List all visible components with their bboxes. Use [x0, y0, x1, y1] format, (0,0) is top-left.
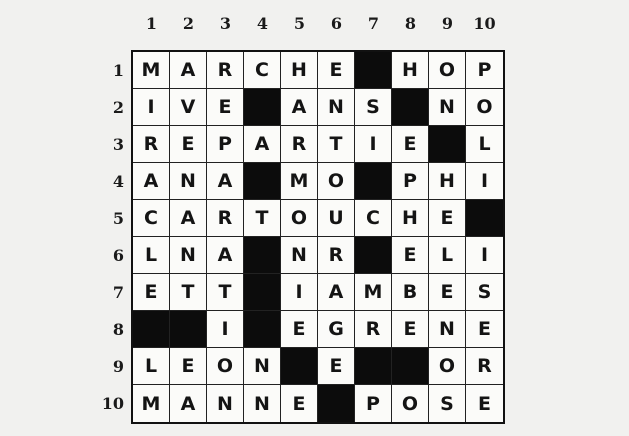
black-cell [318, 385, 355, 422]
letter-cell[interactable]: R [133, 126, 170, 163]
letter-cell[interactable]: N [429, 89, 466, 126]
letter-cell[interactable]: R [355, 311, 392, 348]
letter-cell[interactable]: I [466, 163, 503, 200]
letter-cell[interactable]: A [170, 52, 207, 89]
letter-cell[interactable]: L [133, 348, 170, 385]
letter-cell[interactable]: I [133, 89, 170, 126]
letter-cell[interactable]: N [170, 237, 207, 274]
letter-cell[interactable]: S [429, 385, 466, 422]
letter-cell[interactable]: A [170, 385, 207, 422]
letter-cell[interactable]: I [466, 237, 503, 274]
black-cell [244, 89, 281, 126]
letter-cell[interactable]: E [392, 237, 429, 274]
row-number: 4 [112, 172, 124, 191]
row-number: 5 [112, 209, 124, 228]
column-number: 9 [441, 14, 454, 33]
letter-cell[interactable]: R [281, 126, 318, 163]
letter-cell[interactable]: N [170, 163, 207, 200]
letter-cell[interactable]: E [133, 274, 170, 311]
letter-cell[interactable]: E [429, 274, 466, 311]
letter-cell[interactable]: R [318, 237, 355, 274]
letter-cell[interactable]: G [318, 311, 355, 348]
row-number: 6 [112, 246, 124, 265]
row-number: 7 [112, 283, 124, 302]
letter-cell[interactable]: E [170, 348, 207, 385]
row-number: 8 [112, 320, 124, 339]
letter-cell[interactable]: I [281, 274, 318, 311]
row-number: 9 [112, 357, 124, 376]
letter-cell[interactable]: N [429, 311, 466, 348]
letter-cell[interactable]: S [355, 89, 392, 126]
letter-cell[interactable]: N [244, 348, 281, 385]
row-number: 2 [112, 98, 124, 117]
letter-cell[interactable]: E [170, 126, 207, 163]
letter-cell[interactable]: E [429, 200, 466, 237]
letter-cell[interactable]: H [281, 52, 318, 89]
letter-cell[interactable]: A [133, 163, 170, 200]
black-cell [244, 311, 281, 348]
letter-cell[interactable]: A [318, 274, 355, 311]
column-number: 4 [256, 14, 269, 33]
black-cell [355, 52, 392, 89]
letter-cell[interactable]: O [466, 89, 503, 126]
letter-cell[interactable]: B [392, 274, 429, 311]
letter-cell[interactable]: T [170, 274, 207, 311]
column-number: 2 [182, 14, 195, 33]
black-cell [355, 163, 392, 200]
letter-cell[interactable]: I [207, 311, 244, 348]
letter-cell[interactable]: A [207, 237, 244, 274]
black-cell [244, 163, 281, 200]
letter-cell[interactable]: A [170, 200, 207, 237]
letter-cell[interactable]: E [392, 311, 429, 348]
crossword-grid [131, 50, 505, 424]
letter-cell[interactable]: H [392, 200, 429, 237]
letter-cell[interactable]: O [207, 348, 244, 385]
column-number: 10 [473, 14, 496, 33]
letter-cell[interactable]: O [392, 385, 429, 422]
black-cell [392, 89, 429, 126]
letter-cell[interactable]: M [133, 385, 170, 422]
letter-cell[interactable]: M [133, 52, 170, 89]
black-cell [355, 348, 392, 385]
letter-cell[interactable]: O [429, 52, 466, 89]
letter-cell[interactable]: E [281, 385, 318, 422]
letter-cell[interactable]: H [429, 163, 466, 200]
letter-cell[interactable]: P [466, 52, 503, 89]
letter-cell[interactable]: M [281, 163, 318, 200]
letter-cell[interactable]: E [318, 348, 355, 385]
column-number: 7 [367, 14, 380, 33]
column-number: 5 [293, 14, 306, 33]
letter-cell[interactable]: P [207, 126, 244, 163]
column-number: 1 [145, 14, 158, 33]
letter-cell[interactable]: R [207, 52, 244, 89]
letter-cell[interactable]: O [281, 200, 318, 237]
letter-cell[interactable]: O [318, 163, 355, 200]
letter-cell[interactable]: A [207, 163, 244, 200]
row-number: 10 [101, 394, 124, 413]
row-number: 1 [112, 61, 124, 80]
letter-cell[interactable]: L [466, 126, 503, 163]
letter-cell[interactable]: N [281, 237, 318, 274]
letter-cell[interactable]: T [207, 274, 244, 311]
letter-cell[interactable]: L [133, 237, 170, 274]
letter-cell[interactable]: P [392, 163, 429, 200]
letter-cell[interactable]: N [207, 385, 244, 422]
letter-cell[interactable]: R [466, 348, 503, 385]
letter-cell[interactable]: H [392, 52, 429, 89]
black-cell [244, 274, 281, 311]
letter-cell[interactable]: N [244, 385, 281, 422]
black-cell [133, 311, 170, 348]
letter-cell[interactable]: P [355, 385, 392, 422]
letter-cell[interactable]: T [244, 200, 281, 237]
letter-cell[interactable]: A [244, 126, 281, 163]
column-number: 3 [219, 14, 232, 33]
letter-cell[interactable]: R [207, 200, 244, 237]
letter-cell[interactable]: M [355, 274, 392, 311]
letter-cell[interactable]: E [466, 385, 503, 422]
column-number: 8 [404, 14, 417, 33]
black-cell [466, 200, 503, 237]
letter-cell[interactable]: E [281, 311, 318, 348]
letter-cell[interactable]: I [355, 126, 392, 163]
letter-cell[interactable]: A [281, 89, 318, 126]
black-cell [355, 237, 392, 274]
column-number: 6 [330, 14, 343, 33]
letter-cell[interactable]: C [355, 200, 392, 237]
letter-cell[interactable]: U [318, 200, 355, 237]
letter-cell[interactable]: E [466, 311, 503, 348]
row-number: 3 [112, 135, 124, 154]
letter-cell[interactable]: V [170, 89, 207, 126]
letter-cell[interactable]: L [429, 237, 466, 274]
letter-cell[interactable]: S [466, 274, 503, 311]
letter-cell[interactable]: O [429, 348, 466, 385]
black-cell [392, 348, 429, 385]
black-cell [244, 237, 281, 274]
black-cell [429, 126, 466, 163]
letter-cell[interactable]: N [318, 89, 355, 126]
letter-cell[interactable]: E [318, 52, 355, 89]
letter-cell[interactable]: T [318, 126, 355, 163]
letter-cell[interactable]: E [392, 126, 429, 163]
black-cell [281, 348, 318, 385]
letter-cell[interactable]: C [133, 200, 170, 237]
black-cell [170, 311, 207, 348]
letter-cell[interactable]: E [207, 89, 244, 126]
letter-cell[interactable]: C [244, 52, 281, 89]
